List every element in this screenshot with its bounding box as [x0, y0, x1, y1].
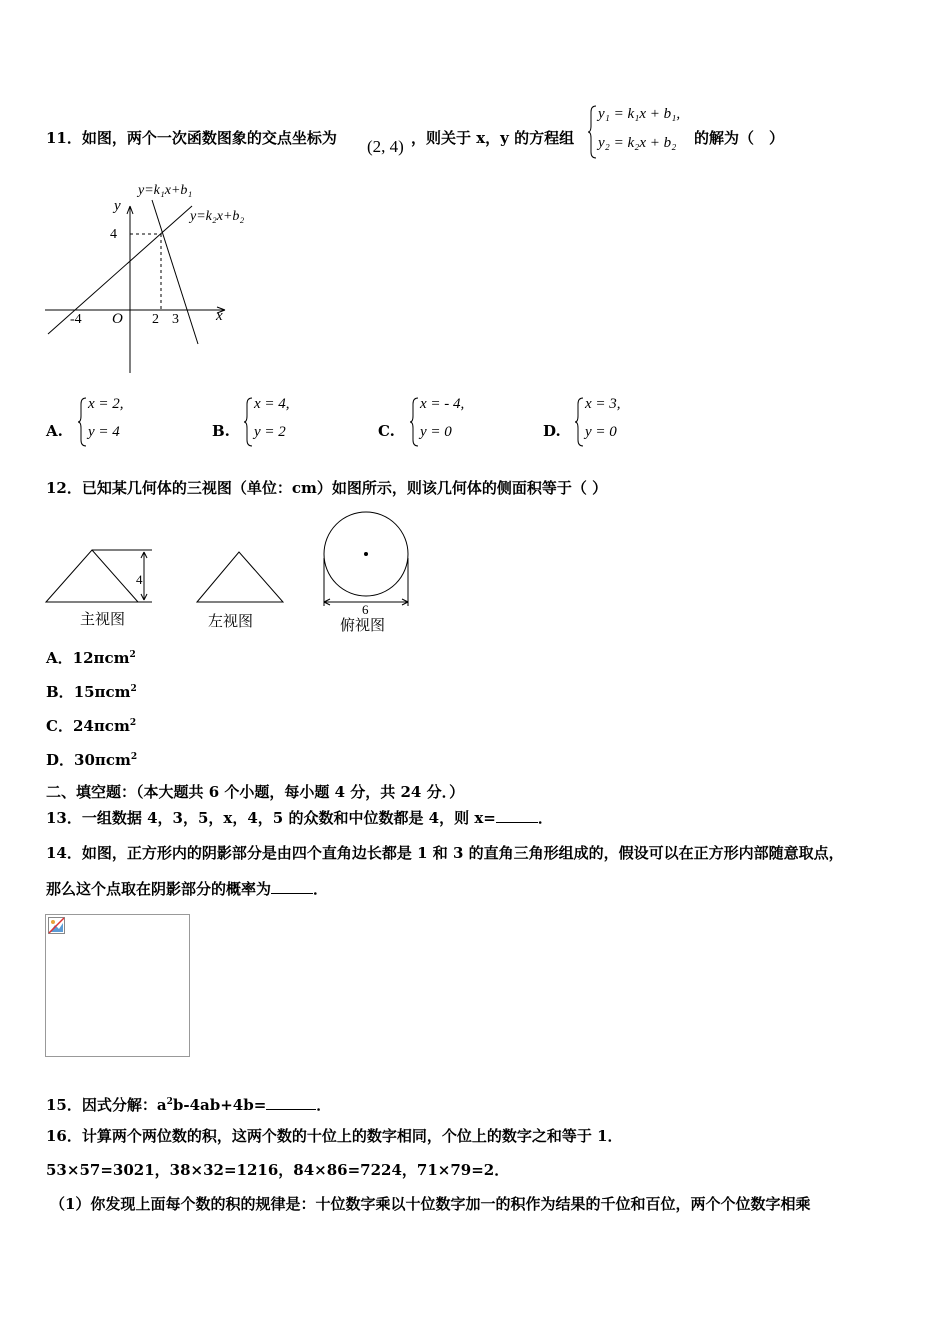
label-y: y — [114, 198, 121, 214]
q11-option-c[interactable] — [378, 396, 528, 448]
q16-stem: 16．计算两个两位数的积，这两个数的十位上的数字相同，个位上的数字之和等于 1． — [46, 1127, 623, 1145]
label-line1: y=k₁x+b₁ — [138, 183, 193, 198]
option-line1: x = - 4, — [420, 396, 465, 412]
q11-stem-c: 的解为（ ） — [694, 129, 785, 147]
brace-icon — [410, 396, 420, 448]
q14-line2: 那么这个点取在阴影部分的概率为 ． — [46, 880, 329, 898]
q14-image-placeholder — [45, 914, 190, 1057]
q12-stem: 12．已知某几何体的三视图（单位：cm）如图所示，则该几何体的侧面积等于（ ） — [46, 479, 608, 497]
top-view-label: 俯视图 — [340, 618, 386, 634]
q12-three-views — [40, 510, 440, 635]
q16-examples: 53×57=3021，38×32=1216，84×86=7224，71×79=2． — [46, 1161, 510, 1179]
tick-neg4: -4 — [70, 312, 82, 327]
q16-sub1: （1）你发现上面每个数的积的规律是：十位数字乘以十位数字加一的积作为结果的千位和百位，两个个位数字相乘 — [50, 1195, 811, 1213]
label-origin: O — [112, 311, 123, 327]
option-line2: y = 2 — [254, 424, 286, 440]
width-label: 6 — [362, 602, 369, 617]
option-line2: y = 0 — [420, 424, 452, 440]
q11-option-a[interactable] — [46, 396, 186, 448]
option-line2: y = 0 — [585, 424, 617, 440]
label-x: x — [216, 308, 223, 324]
brace-icon — [588, 104, 598, 160]
q13: 13．一组数据 4，3，5，x，4，5 的众数和中位数都是 4，则 x= ． — [46, 809, 553, 827]
brace-icon — [575, 396, 585, 448]
option-letter: C. — [378, 422, 395, 440]
q12-option-a[interactable]: A．12πcm$^2$ — [46, 649, 136, 667]
option-line2: y = 4 — [88, 424, 120, 440]
left-view-label: 左视图 — [208, 614, 254, 630]
q11-equation-system — [588, 104, 698, 160]
tick-3: 3 — [172, 312, 179, 327]
q12-option-b[interactable]: B．15πcm$^2$ — [46, 683, 137, 701]
option-letter: B. — [212, 422, 230, 440]
brace-icon — [78, 396, 88, 448]
option-line1: x = 3, — [585, 396, 621, 412]
answer-blank[interactable] — [496, 808, 538, 823]
q12-option-c[interactable]: C．24πcm$^2$ — [46, 717, 137, 735]
tick-2: 2 — [152, 312, 159, 327]
q11-stem-b: ，则关于 x，y 的方程组 — [411, 129, 575, 147]
q11-point: (2, 4) — [367, 137, 404, 156]
top-view-center — [364, 552, 368, 556]
left-view-triangle — [197, 552, 283, 602]
answer-blank[interactable] — [266, 1095, 316, 1110]
q11-stem: 11．如图，两个一次函数图象的交点坐标为 — [46, 129, 337, 147]
q14-line1: 14．如图，正方形内的阴影部分是由四个直角边长都是 1 和 3 的直角三角形组成的，假设可以在正方形内部随意取点， — [46, 844, 844, 862]
section2-title: 二、填空题：（本大题共 6 个小题，每小题 4 分，共 24 分．） — [46, 783, 465, 801]
q11-graph — [40, 178, 270, 378]
q12-option-d[interactable]: D．30πcm$^2$ — [46, 751, 138, 769]
q11-option-d[interactable] — [543, 396, 683, 448]
answer-blank[interactable] — [271, 879, 313, 894]
label-line2: y=k₂x+b₂ — [190, 209, 245, 224]
brace-icon — [244, 396, 254, 448]
q11-eq2: y₂ = k₂x + b₂ — [598, 135, 677, 151]
option-letter: D. — [543, 422, 561, 440]
front-view-label: 主视图 — [80, 612, 126, 628]
height-label: 4 — [136, 572, 143, 587]
option-line1: x = 4, — [254, 396, 290, 412]
q11-option-b[interactable] — [212, 396, 352, 448]
tick-4: 4 — [110, 227, 117, 242]
option-line1: x = 2, — [88, 396, 124, 412]
broken-image-icon — [48, 917, 66, 935]
q15: 15．因式分解：$a^2b-4ab+4b=$ ． — [46, 1096, 332, 1114]
q11-eq1: y₁ = k₁x + b₁, — [598, 106, 681, 122]
option-letter: A. — [46, 422, 63, 440]
front-view-triangle — [46, 550, 138, 602]
